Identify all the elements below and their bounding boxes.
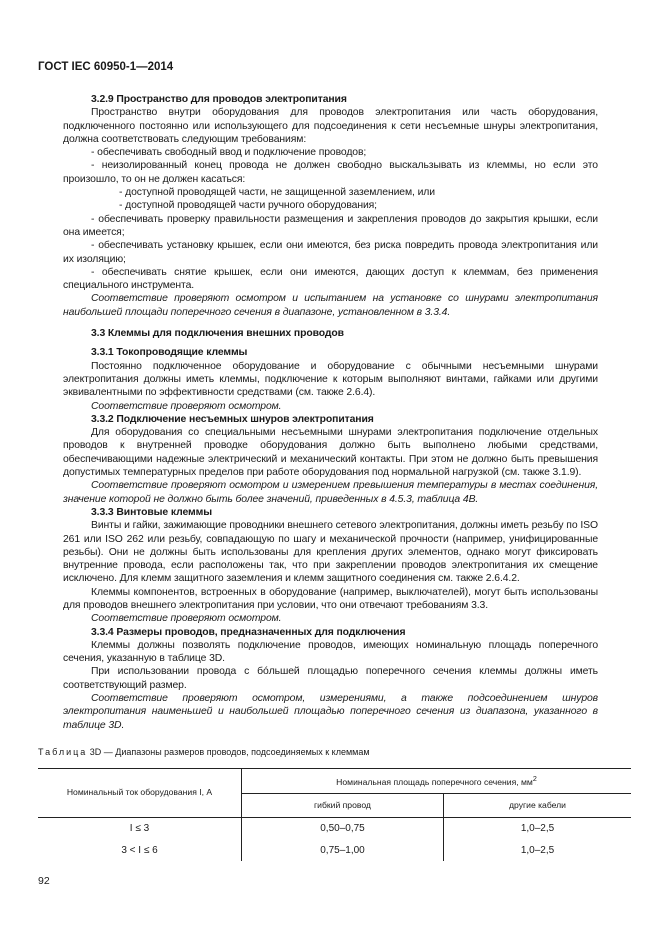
section-heading: 3.3.2 Подключение несъемных шнуров электропитания: [91, 413, 374, 425]
superscript: 2: [532, 775, 537, 784]
list-item: - неизолированный конец провода не должен свободно выскальзывать из клеммы, но если это произошло, то он не должен касаться:: [63, 160, 598, 185]
cell-flexible: 0,75–1,00: [242, 839, 444, 861]
section-heading: 3.3.3 Винтовые клеммы: [91, 506, 212, 518]
header-other-cables: другие кабели: [509, 799, 566, 810]
header-cross-section-text: Номинальная площадь поперечного сечения, мм: [336, 776, 533, 787]
section-heading: 3.2.9 Пространство для проводов электропитания: [91, 94, 347, 105]
compliance-note: Соответствие проверяют осмотром и измерением превышения температуры в местах соединения, значение которой не должно быть более значений, приведенных в 4.5.3, таблица 4В.: [63, 480, 598, 505]
table-row: [38, 817, 631, 839]
list-item: - обеспечивать установку крышек, если они имеются, без риска повредить провода электропитания или их изоляцию;: [63, 240, 598, 265]
header-rated-current: Номинальный ток оборудования I, А: [38, 768, 242, 817]
cell-other: 1,0–2,5: [520, 823, 555, 835]
table-caption: [38, 746, 631, 758]
list-item: - обеспечивать проверку правильности размещения и закрепления проводов до закрытия крышки, если она имеется;: [63, 213, 598, 238]
section-heading: 3.3 Клеммы для подключения внешних проводов: [91, 328, 344, 340]
header-cross-section: [242, 768, 632, 793]
page-number: 92: [38, 875, 50, 888]
cell-other: 1,0–2,5: [520, 844, 555, 856]
list-item: - обеспечивать снятие крышек, если они имеются, дающих доступ к клеммам, без применения специального инструмента.: [63, 266, 598, 292]
sub-list-item: - доступной проводящей части, не защищенной заземлением, или: [119, 187, 435, 199]
compliance-note: Соответствие проверяют осмотром и испытанием на установке со шнурами электропитания наибольшей площади поперечного сечения в диапазоне, установленном в 3.3.4.: [63, 293, 598, 318]
paragraph: Клеммы компонентов, встроенных в оборудование (например, выключателей), могут быть использованы для проводов внешнего электропитания при условии, что они отвечают требованиям 3.3.: [63, 586, 598, 611]
section-heading: 3.3.1 Токопроводящие клеммы: [91, 347, 248, 359]
compliance-note: Соответствие проверяют осмотром, измерениями, а также подсоединением шнуров электропитания наименьшей и наибольшей площадью поперечного сечения из диапазона, указанного в таблице 3D.: [63, 693, 598, 731]
compliance-note: Соответствие проверяют осмотром.: [91, 613, 282, 625]
document-body: [63, 93, 598, 732]
cell-current: I ≤ 3: [38, 817, 242, 839]
header-flexible-wire: гибкий провод: [242, 793, 444, 817]
compliance-note: Соответствие проверяют осмотром.: [91, 400, 282, 412]
paragraph: Для оборудования со специальными несъемными шнурами электропитания подключение отдельных проводов к внутренней проводке оборудования должно быть выполнено любыми средствами, обеспечивающими надежные электрический и механический контакты. При этом не должно быть превышения допустимых температурных пределов при работе оборудования под нормальной нагрузкой (см. также 3.1.9).: [63, 427, 598, 479]
paragraph: Винты и гайки, зажимающие проводники внешнего сетевого электропитания, должны иметь резьбу по ISO 261 или ISO 262 или резьбу, совпадающую по шагу и механической прочности (например, унифицированные резьбы). Они не должны быть использованы для крепления других элементов, однако могут фиксировать внутренние провода, если расположены так, что при закреплении проводов электропитания их смещение исключено. Для клемм защитного заземления и клемм защитного соединения см. также 2.6.4.2.: [63, 520, 598, 585]
caption-label: Таблица: [38, 746, 88, 757]
sub-list-item: - доступной проводящей части ручного оборудования;: [119, 200, 377, 212]
cell-current: 3 < I ≤ 6: [38, 839, 242, 861]
document-header: ГОСТ IEC 60950-1—2014: [38, 61, 174, 73]
paragraph: При использовании провода с бóльшей площадью поперечного сечения клеммы должны иметь соответствующий размер.: [63, 666, 598, 691]
table-row: [38, 839, 631, 861]
paragraph: Клеммы должны позволять подключение проводов, имеющих номинальную площадь поперечного сечения, указанную в таблице 3D.: [63, 639, 598, 665]
cell-flexible: 0,50–0,75: [242, 817, 444, 839]
list-item: - обеспечивать свободный ввод и подключение проводов;: [91, 147, 367, 159]
wire-size-table: [38, 768, 631, 862]
paragraph: Постоянно подключенное оборудование и оборудование с обычными несъемными шнурами электропитания должны иметь клеммы, подключение к которым выполняют винтами, гайками или другими эквивалентными по эффективности средствами (см. также 2.6.4).: [63, 360, 598, 399]
caption-text: 3D — Диапазоны размеров проводов, подсоединяемых к клеммам: [87, 746, 370, 757]
section-heading: 3.3.4 Размеры проводов, предназначенных для подключения: [91, 626, 406, 638]
paragraph: Пространство внутри оборудования для проводов электропитания или часть оборудования, подключенного постоянно или использующего для подсоединения к сети несъемные шнуры электропитания, должна соответствовать следующим требованиям:: [63, 107, 598, 145]
